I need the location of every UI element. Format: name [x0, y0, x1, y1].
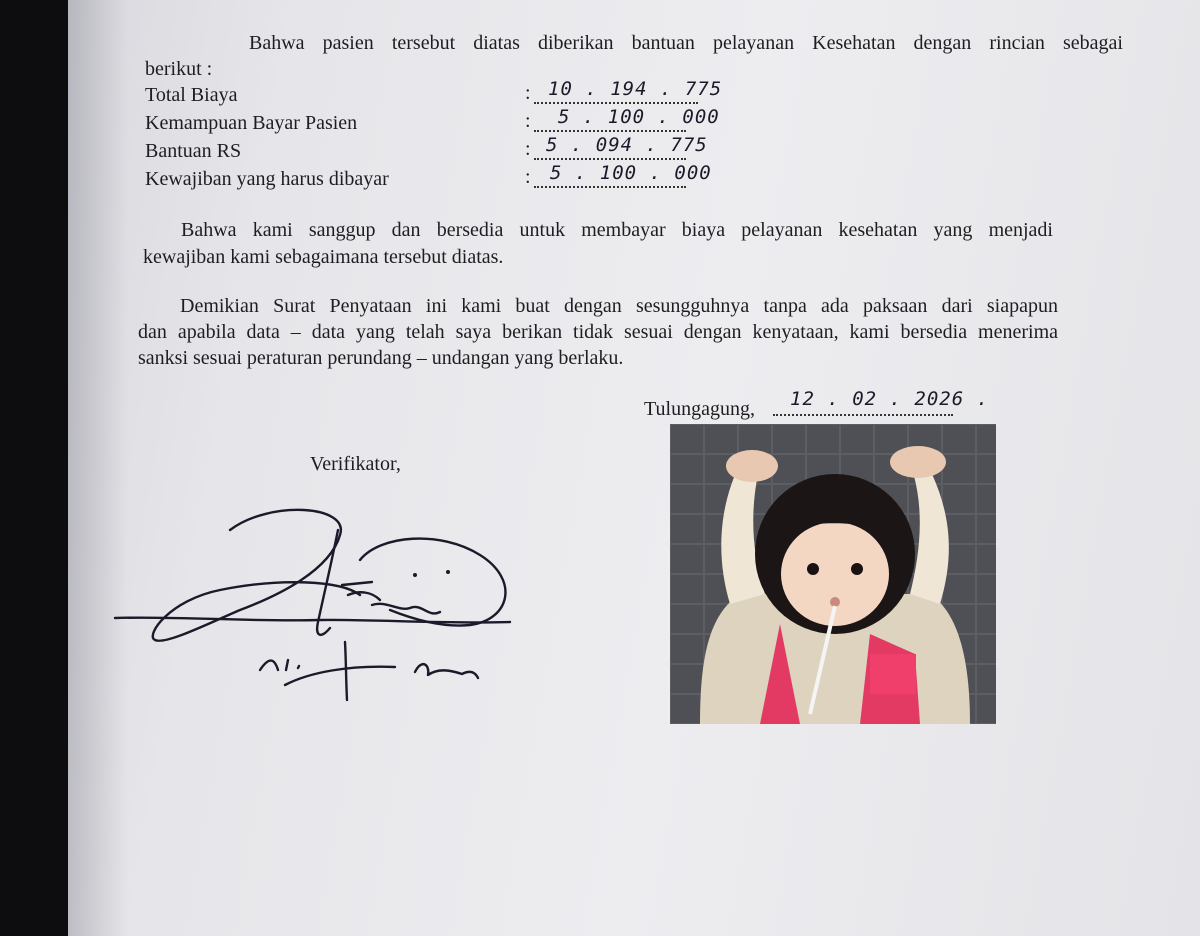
date-dotline	[773, 414, 953, 416]
paragraph2-line-1: Bahwa kami sanggup dan bersedia untuk membayar biaya pelayanan kesehatan yang menjadi	[181, 219, 1053, 241]
verifier-label: Verifikator,	[310, 453, 401, 475]
cost-value-kemampuan: 5 . 100 . 000	[558, 106, 720, 128]
cost-value-bantuan: 5 . 094 . 775	[546, 134, 708, 156]
date-value: 12 . 02 . 2026 .	[790, 388, 990, 410]
document-page	[68, 0, 1200, 936]
cost-label-kemampuan: Kemampuan Bayar Pasien	[145, 112, 358, 134]
verifier-signature	[110, 500, 530, 710]
paragraph2-line-2: kewajiban kami sebagaimana tersebut diatas.	[143, 246, 504, 268]
intro-line-1: Bahwa pasien tersebut diatas diberikan bantuan pelayanan Kesehatan dengan rincian sebagai	[249, 32, 1123, 54]
cost-colon: :	[525, 166, 531, 188]
cost-value-total: 10 . 194 . 775	[548, 78, 723, 100]
cost-colon: :	[525, 82, 531, 104]
child-photo	[670, 424, 996, 724]
cost-dotline	[534, 186, 686, 188]
cost-value-kewajiban: 5 . 100 . 000	[550, 162, 712, 184]
paragraph3-line-3: sanksi sesuai peraturan perundang – undangan yang berlaku.	[138, 347, 624, 369]
cost-label-total: Total Biaya	[145, 84, 238, 106]
cost-dotline	[534, 158, 686, 160]
cost-colon: :	[525, 110, 531, 132]
cost-dotline	[534, 130, 686, 132]
paragraph3-line-2: dan apabila data – data yang telah saya berikan tidak sesuai dengan kenyataan, kami bersedia menerima	[138, 321, 1058, 343]
cost-label-kewajiban: Kewajiban yang harus dibayar	[145, 168, 389, 190]
cost-dotline	[534, 102, 698, 104]
intro-line-2: berikut :	[145, 58, 213, 80]
cost-colon: :	[525, 138, 531, 160]
cost-label-bantuan: Bantuan RS	[145, 140, 242, 162]
place-label: Tulungagung,	[644, 398, 755, 420]
paragraph3-line-1: Demikian Surat Penyataan ini kami buat dengan sesungguhnya tanpa ada paksaan dari siapapun	[180, 295, 1058, 317]
